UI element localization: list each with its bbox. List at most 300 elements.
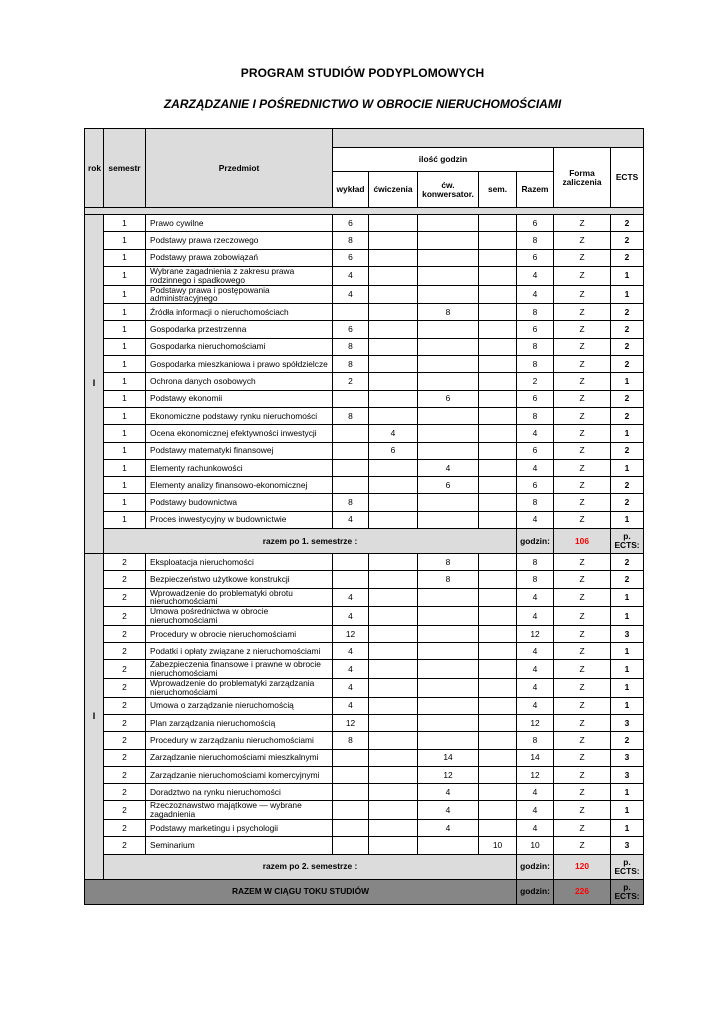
forma-cell: Z xyxy=(554,749,611,766)
forma-cell: Z xyxy=(554,607,611,626)
sem-cell xyxy=(479,494,517,511)
ects-cell: 1 xyxy=(611,820,644,837)
ects-cell: 1 xyxy=(611,643,644,660)
table-row xyxy=(85,407,644,424)
table-row xyxy=(85,511,644,528)
wyklad-cell xyxy=(333,459,369,476)
wyklad-cell xyxy=(333,477,369,494)
header-konwersator: ćw. konwersator. xyxy=(418,172,479,208)
sem-cell xyxy=(479,390,517,407)
semestr-cell: 1 xyxy=(104,249,146,266)
ects-cell: 3 xyxy=(611,837,644,854)
wyklad-cell: 6 xyxy=(333,249,369,266)
table-row xyxy=(85,321,644,338)
subject-cell: Zabezpieczenia finansowe i prawne w obrocie nieruchomościami xyxy=(146,660,333,679)
semestr-cell: 1 xyxy=(104,304,146,321)
konwersator-cell xyxy=(418,697,479,714)
subject-cell: Ocena ekonomicznej efektywności inwestycji xyxy=(146,425,333,442)
subject-cell: Gospodarka nieruchomościami xyxy=(146,338,333,355)
subject-cell: Ochrona danych osobowych xyxy=(146,373,333,390)
ects-cell: 1 xyxy=(611,801,644,820)
ects-cell: 1 xyxy=(611,588,644,607)
semestr-cell: 2 xyxy=(104,625,146,642)
forma-cell: Z xyxy=(554,425,611,442)
ects-cell: 2 xyxy=(611,732,644,749)
cwiczenia-cell xyxy=(369,477,418,494)
wyklad-cell: 8 xyxy=(333,232,369,249)
subject-cell: Eksploatacja nieruchomości xyxy=(146,554,333,571)
cwiczenia-cell xyxy=(369,607,418,626)
header-rok: rok xyxy=(85,129,104,208)
header-ilosc-godzin: ilość godzin xyxy=(333,148,554,172)
sem-cell xyxy=(479,643,517,660)
semestr-cell: 2 xyxy=(104,571,146,588)
razem-cell: 4 xyxy=(517,285,554,304)
semester-2-body xyxy=(85,554,644,880)
forma-cell: Z xyxy=(554,459,611,476)
subject-cell: Podstawy ekonomii xyxy=(146,390,333,407)
semestr-cell: 1 xyxy=(104,321,146,338)
sem-cell xyxy=(479,784,517,801)
cwiczenia-cell xyxy=(369,494,418,511)
total-label: RAZEM W CIĄGU TOKU STUDIÓW xyxy=(85,879,517,904)
konwersator-cell: 12 xyxy=(418,766,479,783)
razem-cell: 8 xyxy=(517,407,554,424)
semestr-cell: 1 xyxy=(104,356,146,373)
table-row xyxy=(85,660,644,679)
semester-1-body xyxy=(85,215,644,554)
ects-cell: 2 xyxy=(611,477,644,494)
cwiczenia-cell xyxy=(369,766,418,783)
summary-label: razem po 2. semestrze : xyxy=(104,854,517,879)
sem-cell xyxy=(479,215,517,232)
forma-cell: Z xyxy=(554,784,611,801)
wyklad-cell: 4 xyxy=(333,643,369,660)
wyklad-cell xyxy=(333,820,369,837)
konwersator-cell xyxy=(418,266,479,285)
wyklad-cell xyxy=(333,442,369,459)
razem-cell: 8 xyxy=(517,494,554,511)
sem-cell xyxy=(479,356,517,373)
cwiczenia-cell xyxy=(369,321,418,338)
cwiczenia-cell xyxy=(369,697,418,714)
razem-cell: 12 xyxy=(517,766,554,783)
summary-ects-label: p. ECTS: xyxy=(611,529,644,554)
razem-cell: 12 xyxy=(517,625,554,642)
subject-cell: Doradztwo na rynku nieruchomości xyxy=(146,784,333,801)
ects-cell: 1 xyxy=(611,607,644,626)
summary-godzin-label: godzin: xyxy=(517,854,554,879)
konwersator-cell xyxy=(418,232,479,249)
wyklad-cell: 12 xyxy=(333,714,369,731)
konwersator-cell: 8 xyxy=(418,571,479,588)
konwersator-cell xyxy=(418,249,479,266)
table-row xyxy=(85,714,644,731)
table-row xyxy=(85,390,644,407)
razem-cell: 8 xyxy=(517,732,554,749)
wyklad-cell xyxy=(333,571,369,588)
razem-cell: 4 xyxy=(517,266,554,285)
forma-cell: Z xyxy=(554,820,611,837)
subject-cell: Wprowadzenie do problematyki zarządzania nieruchomościami xyxy=(146,679,333,698)
forma-cell: Z xyxy=(554,643,611,660)
forma-cell: Z xyxy=(554,232,611,249)
semestr-cell: 1 xyxy=(104,459,146,476)
ects-cell: 3 xyxy=(611,766,644,783)
forma-cell: Z xyxy=(554,679,611,698)
sem-cell xyxy=(479,249,517,266)
sem-cell xyxy=(479,442,517,459)
wyklad-cell: 2 xyxy=(333,373,369,390)
ects-cell: 2 xyxy=(611,232,644,249)
cwiczenia-cell xyxy=(369,820,418,837)
summary-godzin-value: 106 xyxy=(554,529,611,554)
header-spacer xyxy=(85,208,644,215)
document-title: PROGRAM STUDIÓW PODYPLOMOWYCH xyxy=(240,66,485,80)
header-blank xyxy=(333,129,644,148)
konwersator-cell xyxy=(418,714,479,731)
razem-cell: 2 xyxy=(517,373,554,390)
cwiczenia-cell xyxy=(369,373,418,390)
wyklad-cell: 4 xyxy=(333,607,369,626)
semestr-cell: 1 xyxy=(104,442,146,459)
table-row xyxy=(85,820,644,837)
forma-cell: Z xyxy=(554,215,611,232)
table-row xyxy=(85,588,644,607)
cwiczenia-cell xyxy=(369,588,418,607)
konwersator-cell xyxy=(418,338,479,355)
razem-cell: 4 xyxy=(517,660,554,679)
konwersator-cell: 4 xyxy=(418,820,479,837)
header-ects: ECTS xyxy=(611,148,644,208)
table-row xyxy=(85,249,644,266)
subject-cell: Elementy rachunkowości xyxy=(146,459,333,476)
semestr-cell: 2 xyxy=(104,766,146,783)
ects-cell: 2 xyxy=(611,338,644,355)
subject-cell: Podatki i opłaty związane z nieruchomościami xyxy=(146,643,333,660)
sem-cell xyxy=(479,425,517,442)
sem-cell xyxy=(479,801,517,820)
ects-cell: 3 xyxy=(611,714,644,731)
semestr-cell: 1 xyxy=(104,390,146,407)
document-subtitle: ZARZĄDZANIE I POŚREDNICTWO W OBROCIE NIERUCHOMOŚCIAMI xyxy=(163,97,562,111)
table-row xyxy=(85,801,644,820)
wyklad-cell xyxy=(333,425,369,442)
forma-cell: Z xyxy=(554,511,611,528)
konwersator-cell xyxy=(418,511,479,528)
razem-cell: 4 xyxy=(517,784,554,801)
table-row xyxy=(85,215,644,232)
table-row xyxy=(85,285,644,304)
konwersator-cell: 4 xyxy=(418,784,479,801)
table-row xyxy=(85,232,644,249)
konwersator-cell xyxy=(418,425,479,442)
header-przedmiot: Przedmiot xyxy=(146,129,333,208)
forma-cell: Z xyxy=(554,766,611,783)
razem-cell: 6 xyxy=(517,477,554,494)
forma-cell: Z xyxy=(554,660,611,679)
semestr-cell: 1 xyxy=(104,232,146,249)
header-forma: Forma zaliczenia xyxy=(554,148,611,208)
semestr-cell: 2 xyxy=(104,714,146,731)
table-row xyxy=(85,266,644,285)
subject-cell: Umowa pośrednictwa w obrocie nieruchomościami xyxy=(146,607,333,626)
semestr-cell: 2 xyxy=(104,784,146,801)
razem-cell: 4 xyxy=(517,801,554,820)
semestr-cell: 1 xyxy=(104,477,146,494)
study-program-table xyxy=(84,128,644,905)
semestr-cell: 1 xyxy=(104,266,146,285)
table-row xyxy=(85,732,644,749)
subject-cell: Podstawy matematyki finansowej xyxy=(146,442,333,459)
semestr-cell: 2 xyxy=(104,607,146,626)
table-row xyxy=(85,837,644,854)
subject-cell: Seminarium xyxy=(146,837,333,854)
razem-cell: 4 xyxy=(517,588,554,607)
table-row xyxy=(85,459,644,476)
ects-cell: 2 xyxy=(611,407,644,424)
razem-cell: 4 xyxy=(517,607,554,626)
forma-cell: Z xyxy=(554,625,611,642)
sem-cell xyxy=(479,766,517,783)
summary-ects-label: p. ECTS: xyxy=(611,854,644,879)
semestr-cell: 1 xyxy=(104,494,146,511)
semestr-cell: 1 xyxy=(104,285,146,304)
sem-cell xyxy=(479,232,517,249)
subject-cell: Elementy analizy finansowo-ekonomicznej xyxy=(146,477,333,494)
cwiczenia-cell xyxy=(369,571,418,588)
forma-cell: Z xyxy=(554,732,611,749)
ects-cell: 2 xyxy=(611,304,644,321)
ects-cell: 1 xyxy=(611,660,644,679)
subject-cell: Podstawy marketingu i psychologii xyxy=(146,820,333,837)
cwiczenia-cell xyxy=(369,643,418,660)
table-row xyxy=(85,356,644,373)
razem-cell: 12 xyxy=(517,714,554,731)
sem-cell xyxy=(479,304,517,321)
konwersator-cell xyxy=(418,356,479,373)
cwiczenia-cell xyxy=(369,625,418,642)
sem-cell xyxy=(479,588,517,607)
semestr-cell: 2 xyxy=(104,749,146,766)
sem-cell xyxy=(479,459,517,476)
table-row xyxy=(85,494,644,511)
subject-cell: Wybrane zagadnienia z zakresu prawa rodzinnego i spadkowego xyxy=(146,266,333,285)
summary-godzin-value: 120 xyxy=(554,854,611,879)
wyklad-cell xyxy=(333,390,369,407)
konwersator-cell xyxy=(418,607,479,626)
forma-cell: Z xyxy=(554,338,611,355)
wyklad-cell: 8 xyxy=(333,732,369,749)
ects-cell: 2 xyxy=(611,390,644,407)
cwiczenia-cell xyxy=(369,784,418,801)
konwersator-cell xyxy=(418,373,479,390)
cwiczenia-cell xyxy=(369,511,418,528)
total-godzin-value: 226 xyxy=(554,879,611,904)
subject-cell: Podstawy prawa zobowiązań xyxy=(146,249,333,266)
rok-cell: I xyxy=(85,554,104,880)
header-sem: sem. xyxy=(479,172,517,208)
header-cwiczenia: ćwiczenia xyxy=(369,172,418,208)
cwiczenia-cell xyxy=(369,801,418,820)
forma-cell: Z xyxy=(554,837,611,854)
cwiczenia-cell xyxy=(369,749,418,766)
razem-cell: 4 xyxy=(517,425,554,442)
konwersator-cell xyxy=(418,494,479,511)
wyklad-cell xyxy=(333,554,369,571)
konwersator-cell xyxy=(418,643,479,660)
sem-cell xyxy=(479,697,517,714)
wyklad-cell: 4 xyxy=(333,697,369,714)
subject-cell: Procedury w zarządzaniu nieruchomościami xyxy=(146,732,333,749)
razem-cell: 4 xyxy=(517,697,554,714)
razem-cell: 4 xyxy=(517,511,554,528)
sem-cell xyxy=(479,732,517,749)
wyklad-cell: 8 xyxy=(333,356,369,373)
cwiczenia-cell xyxy=(369,554,418,571)
summary-label: razem po 1. semestrze : xyxy=(104,529,517,554)
konwersator-cell: 4 xyxy=(418,801,479,820)
ects-cell: 3 xyxy=(611,749,644,766)
subject-cell: Ekonomiczne podstawy rynku nieruchomości xyxy=(146,407,333,424)
header-semestr: semestr xyxy=(104,129,146,208)
ects-cell: 2 xyxy=(611,571,644,588)
forma-cell: Z xyxy=(554,714,611,731)
ects-cell: 1 xyxy=(611,459,644,476)
cwiczenia-cell xyxy=(369,837,418,854)
konwersator-cell xyxy=(418,321,479,338)
table-row xyxy=(85,679,644,698)
subject-cell: Wprowadzenie do problematyki obrotu nieruchomościami xyxy=(146,588,333,607)
semestr-cell: 1 xyxy=(104,215,146,232)
wyklad-cell xyxy=(333,837,369,854)
razem-cell: 8 xyxy=(517,304,554,321)
forma-cell: Z xyxy=(554,304,611,321)
semestr-cell: 2 xyxy=(104,820,146,837)
table-row xyxy=(85,338,644,355)
konwersator-cell xyxy=(418,732,479,749)
ects-cell: 2 xyxy=(611,442,644,459)
cwiczenia-cell xyxy=(369,660,418,679)
ects-cell: 1 xyxy=(611,784,644,801)
wyklad-cell: 12 xyxy=(333,625,369,642)
wyklad-cell: 4 xyxy=(333,266,369,285)
semestr-cell: 2 xyxy=(104,643,146,660)
konwersator-cell: 8 xyxy=(418,304,479,321)
subject-cell: Proces inwestycyjny w budownictwie xyxy=(146,511,333,528)
ects-cell: 2 xyxy=(611,215,644,232)
ects-cell: 2 xyxy=(611,356,644,373)
razem-cell: 14 xyxy=(517,749,554,766)
table-row xyxy=(85,442,644,459)
semestr-cell: 1 xyxy=(104,407,146,424)
table-row xyxy=(85,571,644,588)
sem-cell xyxy=(479,407,517,424)
sem-cell xyxy=(479,749,517,766)
subject-cell: Podstawy prawa i postępowania administracyjnego xyxy=(146,285,333,304)
table-row xyxy=(85,373,644,390)
ects-cell: 2 xyxy=(611,249,644,266)
semestr-cell: 2 xyxy=(104,679,146,698)
sem-cell xyxy=(479,266,517,285)
table-row xyxy=(85,643,644,660)
table-row xyxy=(85,607,644,626)
cwiczenia-cell xyxy=(369,679,418,698)
subject-cell: Umowa o zarządzanie nieruchomością xyxy=(146,697,333,714)
total-godzin-label: godzin: xyxy=(517,879,554,904)
razem-cell: 8 xyxy=(517,338,554,355)
ects-cell: 1 xyxy=(611,285,644,304)
wyklad-cell: 4 xyxy=(333,511,369,528)
total-ects-label: p. ECTS: xyxy=(611,879,644,904)
forma-cell: Z xyxy=(554,571,611,588)
subject-cell: Zarządzanie nieruchomościami mieszkalnymi xyxy=(146,749,333,766)
ects-cell: 2 xyxy=(611,494,644,511)
sem-cell xyxy=(479,679,517,698)
sem-cell xyxy=(479,820,517,837)
wyklad-cell: 8 xyxy=(333,494,369,511)
sem-cell xyxy=(479,321,517,338)
forma-cell: Z xyxy=(554,356,611,373)
sem-cell xyxy=(479,714,517,731)
konwersator-cell xyxy=(418,679,479,698)
razem-cell: 8 xyxy=(517,571,554,588)
razem-cell: 8 xyxy=(517,554,554,571)
sem-cell xyxy=(479,554,517,571)
header-wyklad: wykład xyxy=(333,172,369,208)
razem-cell: 6 xyxy=(517,442,554,459)
razem-cell: 4 xyxy=(517,820,554,837)
forma-cell: Z xyxy=(554,697,611,714)
wyklad-cell: 4 xyxy=(333,285,369,304)
konwersator-cell xyxy=(418,215,479,232)
razem-cell: 6 xyxy=(517,249,554,266)
ects-cell: 2 xyxy=(611,554,644,571)
konwersator-cell xyxy=(418,625,479,642)
table-row xyxy=(85,304,644,321)
header-razem: Razem xyxy=(517,172,554,208)
ects-cell: 1 xyxy=(611,697,644,714)
cwiczenia-cell xyxy=(369,356,418,373)
sem-cell xyxy=(479,607,517,626)
sem-cell xyxy=(479,285,517,304)
cwiczenia-cell xyxy=(369,266,418,285)
semestr-cell: 1 xyxy=(104,425,146,442)
table-row xyxy=(85,625,644,642)
razem-cell: 4 xyxy=(517,459,554,476)
wyklad-cell: 4 xyxy=(333,679,369,698)
rok-cell: I xyxy=(85,215,104,554)
cwiczenia-cell xyxy=(369,407,418,424)
sem-cell xyxy=(479,511,517,528)
forma-cell: Z xyxy=(554,554,611,571)
konwersator-cell xyxy=(418,442,479,459)
semestr-cell: 2 xyxy=(104,697,146,714)
konwersator-cell: 4 xyxy=(418,459,479,476)
forma-cell: Z xyxy=(554,494,611,511)
wyklad-cell xyxy=(333,749,369,766)
cwiczenia-cell xyxy=(369,459,418,476)
subject-cell: Podstawy budownictwa xyxy=(146,494,333,511)
wyklad-cell: 8 xyxy=(333,338,369,355)
wyklad-cell xyxy=(333,304,369,321)
wyklad-cell xyxy=(333,766,369,783)
cwiczenia-cell xyxy=(369,285,418,304)
cwiczenia-cell xyxy=(369,249,418,266)
sem-cell xyxy=(479,571,517,588)
wyklad-cell: 4 xyxy=(333,660,369,679)
table-row xyxy=(85,749,644,766)
